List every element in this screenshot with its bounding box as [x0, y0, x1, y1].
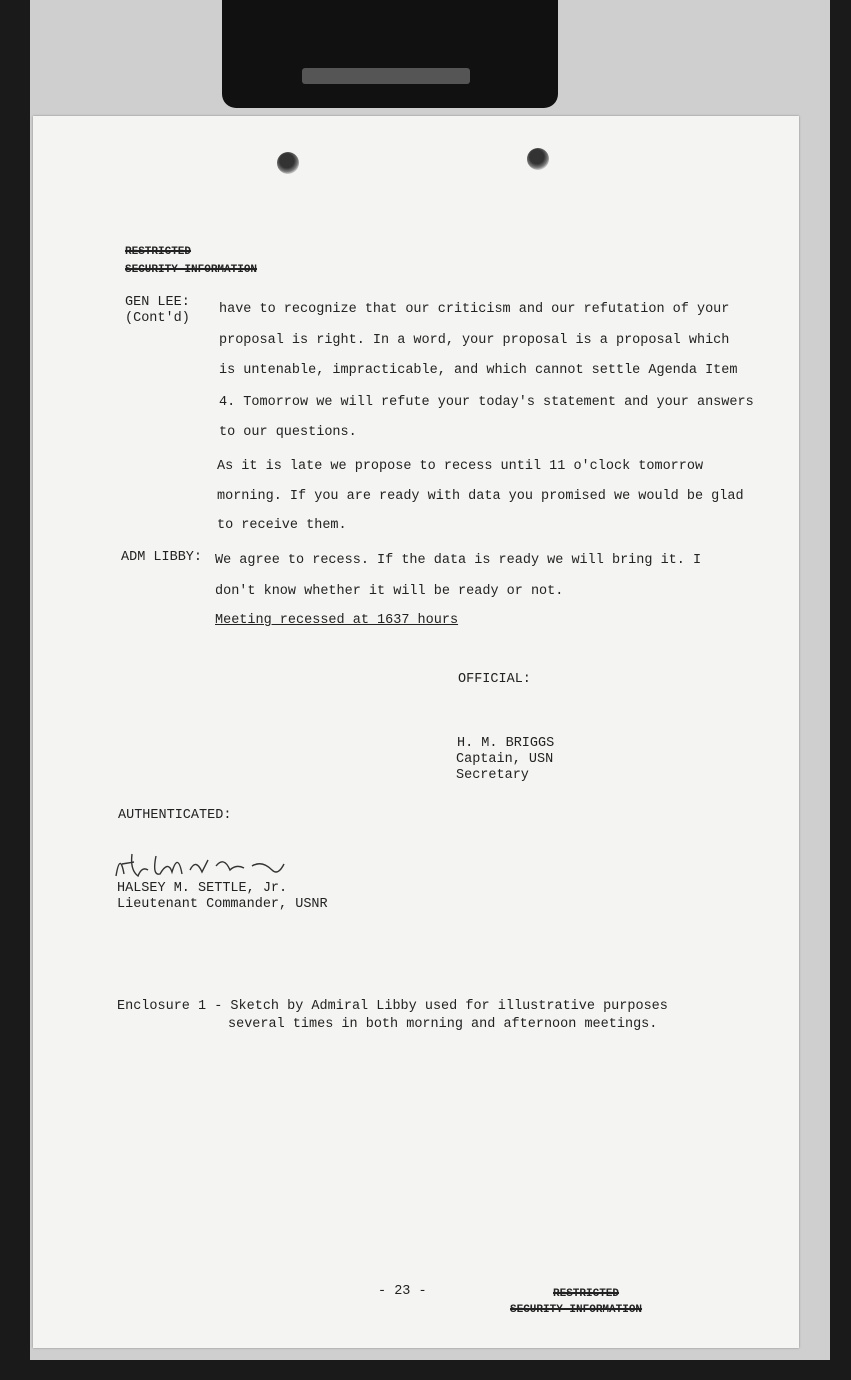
handwritten-signature	[112, 846, 292, 886]
transcript-line: to receive them.	[217, 518, 347, 533]
recess-note: Meeting recessed at 1637 hours	[215, 613, 459, 628]
speaker-contd: (Cont'd)	[125, 311, 190, 326]
official-name: H. M. BRIGGS	[457, 736, 555, 751]
punch-hole	[527, 148, 549, 170]
authenticated-name: HALSEY M. SETTLE, Jr.	[117, 881, 288, 896]
footer-marking-restricted: RESTRICTED	[553, 1288, 620, 1300]
transcript-line: don't know whether it will be ready or not.	[215, 584, 564, 599]
enclosure-line: Enclosure 1 - Sketch by Admiral Libby used for illustrative purposes	[117, 999, 668, 1014]
enclosure-line: several times in both morning and afternoon meetings.	[228, 1017, 658, 1032]
authenticated-label: AUTHENTICATED:	[118, 808, 232, 823]
transcript-line: to our questions.	[219, 425, 357, 440]
authenticated-rank: Lieutenant Commander, USNR	[117, 897, 328, 912]
binder-clip-plate	[302, 68, 470, 84]
transcript-line: We agree to recess. If the data is ready we will bring it. I	[215, 553, 702, 568]
punch-hole	[277, 152, 299, 174]
footer-marking-security: SECURITY INFORMATION	[510, 1304, 643, 1316]
transcript-line: morning. If you are ready with data you promised we would be glad	[217, 489, 744, 504]
official-rank: Captain, USN	[456, 752, 554, 767]
speaker-gen-lee: GEN LEE:	[125, 295, 190, 310]
header-marking-security: SECURITY INFORMATION	[125, 264, 258, 276]
speaker-adm-libby: ADM LIBBY:	[121, 550, 203, 565]
transcript-line: is untenable, impracticable, and which cannot settle Agenda Item	[219, 363, 738, 378]
binder-clip	[222, 0, 558, 108]
official-label: OFFICIAL:	[458, 672, 531, 687]
transcript-line: 4. Tomorrow we will refute your today's statement and your answers	[219, 395, 754, 410]
transcript-line: proposal is right. In a word, your proposal is a proposal which	[219, 333, 730, 348]
official-title: Secretary	[456, 768, 529, 783]
header-marking-restricted: RESTRICTED	[125, 246, 192, 258]
transcript-line: As it is late we propose to recess until 11 o'clock tomorrow	[217, 459, 704, 474]
page-number: - 23 -	[378, 1284, 427, 1299]
transcript-line: have to recognize that our criticism and our refutation of your	[219, 302, 730, 317]
